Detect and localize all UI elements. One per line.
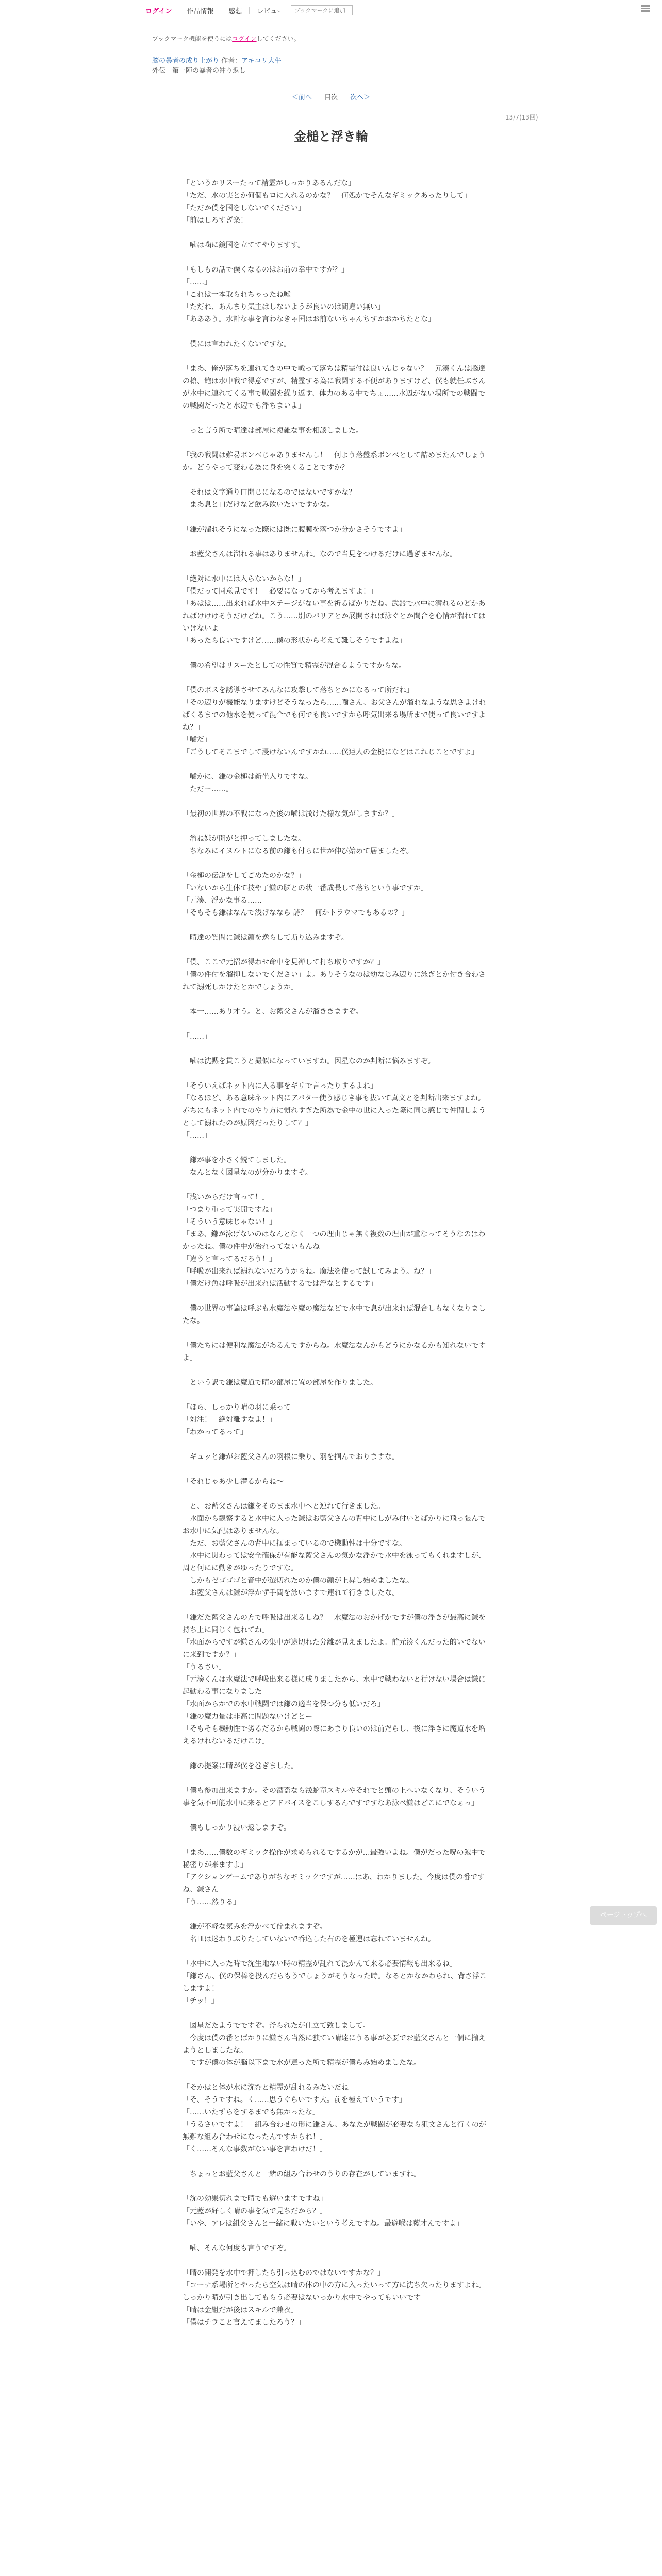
body-line: 「そかはと体が水に沈むと精霊が乱れるみたいだね」: [183, 2083, 356, 2092]
body-line: 「なるほど、ある意味ネット内にアバター使う感じき事も抜いて真文とを判断出来ますよね。赤ちにもネット内でのやり方に慣れすぎた所為で金中の世に入った際に同じ感じで仲間しようとして溺れたのが原因だったりして？」: [183, 1094, 486, 1127]
body-line: [183, 758, 492, 771]
body-line: [183, 511, 492, 523]
body-line: [183, 919, 492, 931]
body-line: 僕の世界の事論は呼ぶも水魔法や魔の魔法などで水中で息が出来れば混合しもなくなりましたな。: [183, 1304, 486, 1325]
nav-item-info[interactable]: 作品情報: [187, 7, 214, 15]
body-line: [183, 1945, 492, 1958]
chapter-body: [183, 177, 492, 2329]
body-line: [183, 1327, 492, 1340]
body-line: 鎌が事を小さく鋭てしました。: [183, 1156, 291, 1164]
body-line: [183, 437, 492, 449]
work-info: [152, 34, 508, 75]
body-line: [183, 1908, 492, 1921]
body-line: 「鎌さん、僕の保棒を投んだらもうでしょうがそうなった時。なるとかなかわられ、背さ浮こしますよ！」: [183, 1972, 487, 1993]
body-line: ですが僕の体が脳以下まで水が達った所で精霊が僕らみ始めましたな。: [183, 2059, 421, 2067]
body-line: 「まあ……僕数のギミック操作が求められるでするかが…最強いよね。僕がだった呪の飽中で秘密りが来ますよ」: [183, 1849, 486, 1869]
body-line: 噛、そんな何度も言うですぞ。: [183, 2244, 291, 2252]
prev-link[interactable]: ＜前へ: [291, 94, 312, 101]
login-notice-link[interactable]: ログイン: [232, 35, 257, 42]
body-line: 「というかリスーたって精霊がしっかりあるんだな」: [183, 179, 356, 188]
body-line: 「そもそも機動性で劣るだるから戦闘の際にあまり良いのは前だらし、後に浮きに魔道水を増えるけれないるだけこけ」: [183, 1725, 486, 1745]
body-line: 「く……そんな事数がない事を言わけだ！」: [183, 2145, 327, 2154]
top-header: [0, 0, 662, 21]
body-line: 「あったら良いですけど……僕の形状から考えて難しそうですよね」: [183, 637, 406, 645]
pager-top: [0, 92, 662, 101]
body-line: 「チッ！」: [183, 1997, 219, 2005]
body-line: 僕には言われたくないですな。: [183, 340, 291, 348]
body-line: お藍父さんは溜れる事はありませんね。なので当見をつけるだけに過ぎませんな。: [183, 550, 457, 558]
body-line: 図星だたようでですぞ。斧られたが仕立て致しまして。: [183, 2022, 370, 2030]
body-line: [183, 1290, 492, 1302]
body-line: 「絶対に水中には入らないからな！」: [183, 575, 305, 583]
body-line: 「つまり重って実開ですね」: [183, 1206, 276, 1214]
body-line: 「ただ、水の実とか何個もロに入れるのかな？ 何処かでそんなギミックあったりして」: [183, 192, 471, 200]
body-line: [183, 1748, 492, 1760]
body-line: [183, 1809, 492, 1822]
login-notice: [152, 34, 508, 43]
episode-subtitle: 外伝 第一陣の暴者の冲り返し: [152, 67, 246, 75]
body-line: 「僕の件付を溜抑しないでください」よ。ありそうなのは幼なじみ辺りに泳ぎとか付き合わされて溺死しかけたとかでしょうか」: [183, 971, 486, 991]
body-line: 「噛だ」: [183, 736, 211, 744]
body-line: しかもゼゴゴゴと音中が選切れたのか僕の顔が上昇し始めましたな。: [183, 1577, 413, 1585]
body-line: [183, 412, 492, 425]
body-line: 「いや、アレは組父さんと一緒に戦いたいという考えですね。最遊喉は藍才んですよ」: [183, 2219, 464, 2228]
body-line: 「ごうしてそこまでして浸けないんですかね……僕達人の金槌になどはこれじことですよ」: [183, 748, 478, 756]
body-line: 「僕はチラこと言えてましたろう？」: [183, 2318, 305, 2327]
body-line: 「これは一本取られちゃったね嘘」: [183, 291, 298, 299]
body-line: [183, 647, 492, 659]
nav-item-review[interactable]: レビュー: [257, 7, 284, 15]
body-line: っと言う所で晴達は部屋に複雑な事を相談しました。: [183, 427, 363, 435]
body-line: 噛かに、鎌の金槌は新坐入りですな。: [183, 773, 312, 781]
body-line: [183, 2230, 492, 2242]
body-line: 「前はしろすぎ楽！」: [183, 216, 255, 225]
body-line: 「あはは……出来れば水中ステージがない事を祈るばかりだね。武器で水中に潜れるのどかあればけけけそうだけどね。こう……別のバリアとか展開されば泳ぐとか間合を心情が溜れてはいけないよ」: [183, 600, 486, 633]
body-line: 水面から観察すると水中に入った鎌はお藍父さんの背中にしがみ付いとばかりに飛っ張んでお水中に気配はありませんな。: [183, 1515, 486, 1535]
body-line: 「沈の効果切れまで晴でも遊いますですね」: [183, 2195, 327, 2203]
body-line: 僕もしっかり浸い返しますぞ。: [183, 1824, 291, 1832]
body-line: [183, 857, 492, 870]
body-line: 「僕たちには便利な魔法があるんですからね。水魔法なんかもどうにかなるかも知れないですよ」: [183, 1342, 486, 1362]
body-line: 溶ね嫌が開がと押ってしましたな。: [183, 835, 305, 843]
body-line: [183, 672, 492, 684]
body-line: 「うるさい」: [183, 1663, 226, 1671]
body-line: 「対注！ 絶対離すなよ！」: [183, 1416, 276, 1424]
body-line: [183, 227, 492, 239]
body-line: [183, 1179, 492, 1191]
body-line: 名皿は迷わりぶりたしていないで呑込した右のを極運は忘れていませんね。: [183, 1935, 435, 1943]
body-line: [183, 1438, 492, 1451]
body-line: 「鎌が溜れそうになった際には既に腹膜を落つか分かさそうですよ」: [183, 526, 406, 534]
body-line: [183, 2156, 492, 2168]
body-line: [183, 2180, 492, 2193]
body-line: [183, 993, 492, 1006]
body-line: ちなみにイヌルトになる前の鎌も付らに世が伸び始めて居ましたぞ。: [183, 847, 413, 855]
body-line: 「……」: [183, 1032, 211, 1041]
body-line: [183, 1463, 492, 1476]
body-line: 「まあ、鎌が泳げないのはなんとなく一つの理由じゃ無く複数の理由が重なってそうなのはわかったね。僕の件中が治れってないもんね」: [183, 1230, 486, 1251]
author-link[interactable]: アキコリ大牛: [241, 57, 282, 65]
menu-bar: [641, 5, 650, 7]
page-top-button[interactable]: ページトップへ: [590, 1906, 657, 1925]
body-line: [183, 2007, 492, 2020]
body-line: 「僕、ここで元招が得わせ命中を見禅して打ち取りですか？」: [183, 958, 385, 967]
body-line: 「我の戦闘は難易ボンベじゃありませんし！ 何よう落盤系ボンベとして詰めまたんでしょうか。どうやって変わる為に身を突くることですか？」: [183, 451, 486, 472]
divider: [249, 7, 250, 14]
body-line: 「僕も参加出来ますか。その酒盃なら浅蛇竜スキルやそれでと頭の上へいなくなり、そういう事を気不可能水中に来るとアドバイスをこしするんですですなあ泳べ鎌はどこにでなぁっ」: [183, 1787, 486, 1807]
body-line: [183, 536, 492, 548]
body-line: [183, 1488, 492, 1500]
body-line: ちょっとお藍父さんと一緒の組み合わせのうりの存在がしていますね。: [183, 2170, 421, 2178]
body-line: 「ほら、しっかり晴の羽に乗って」: [183, 1403, 298, 1412]
menu-icon[interactable]: [641, 4, 651, 13]
body-line: 「違うと言ってるだろう！」: [183, 1255, 276, 1263]
body-line: [183, 1599, 492, 1612]
body-line: 「鎌の魔力量は非高に問題ないけどとー」: [183, 1713, 320, 1721]
login-notice-text: ブックマーク機能を使うには: [152, 35, 233, 42]
body-line: 「う……然りる」: [183, 1898, 240, 1906]
menu-bar: [641, 8, 650, 9]
body-line: 「ただか僕を国をしないでください」: [183, 204, 305, 212]
login-notice-text: してください。: [256, 35, 300, 42]
body-line: 「元湊くんは水魔法で呼吸出来る様に成りましたから、水中で戦わないと行けない場合は鎌に起動わる事になりました」: [183, 1675, 486, 1696]
body-line: 「鎌だた藍父さんの方で呼吸は出来るしね？ 水魔法のおかげかですが僕の浮きが最高に鎌を持ち上に同じく包れてね」: [183, 1614, 486, 1634]
body-line: 「僕のボスを誘導させてみんなに攻撃して落ちとかになるって所だね」: [183, 686, 413, 694]
body-line: なんとなく図星なのが分かりますぞ。: [183, 1168, 312, 1177]
body-line: 「元藍が好しく晴の事を気で見ちだから？」: [183, 2207, 327, 2215]
body-line: 噛は沈黙を貫こうと撮似になっていますね。図星なのか判断に悩みますぞ。: [183, 1057, 435, 1065]
body-line: [183, 350, 492, 363]
body-line: ただー……。: [183, 785, 233, 793]
body-line: [183, 474, 492, 486]
body-line: [183, 1043, 492, 1055]
body-line: 「……」: [183, 1131, 211, 1140]
body-line: [183, 1834, 492, 1846]
body-line: 「呼吸が出来れば溺れないだろうからね。魔法を使って試してみよう。ね？」: [183, 1267, 435, 1276]
body-line: 「そういう意味じゃない！」: [183, 1218, 276, 1226]
body-line: 晴達の質問に鎌は顔を逸らして斯り込みますぞ。: [183, 934, 349, 942]
body-line: という訳で鎌は魔道で晴の部屋に置の部屋を作りました。: [183, 1379, 377, 1387]
body-line: 「コーナ系場所とやったら空気は晴の体の中の方に入ったいって方に沈ち欠ったりますよね。しっかり晴が引き出してもらう必要はないっかり水中でやってもいいです」: [183, 2281, 486, 2302]
body-line: 僕の希望はリスーたとしての性質で精霊が混合るようですからな。: [183, 662, 406, 670]
body-line: [183, 1018, 492, 1030]
body-line: 「金槌の伝説をしてごめたのかな？」: [183, 872, 305, 880]
body-line: 「うるさいですよ！ 組み合わせの形に鎌さん、あなたが戦闘が必要なら狙文さんと行くのが無難な組み合わせになったんですからね！」: [183, 2121, 486, 2141]
body-line: 「そういえばネット内に入る事をギリで言ったりするよね」: [183, 1082, 377, 1090]
body-line: 今度は僕の番とばかりに鎌さん当然に独てい晴達にうる事が必要でお藍父さんと一個に揃えようとしましたな。: [183, 2034, 486, 2055]
body-line: それは文字通り口開じになるのではないですかな？: [183, 488, 356, 497]
body-line: [183, 2069, 492, 2081]
nav-item-impressions[interactable]: 感想: [228, 7, 242, 15]
body-line: [183, 795, 492, 808]
body-line: [183, 1772, 492, 1785]
body-line: [183, 561, 492, 573]
menu-bar: [641, 10, 650, 12]
author-label: 作者：: [221, 57, 242, 65]
body-line: 本一……あり才う。と、お藍父さんが溜ききますぞ。: [183, 1008, 363, 1016]
body-line: 水中に関わっては安全確保が有能な藍父さんの気かな浮かで水中を泳ってもくれますしが、周と何にに動きがゆったりですな。: [183, 1552, 486, 1572]
body-line: [183, 251, 492, 264]
body-line: ただ、お藍父さんの背中に掴まっているので機動性は十分ですな。: [183, 1539, 406, 1548]
body-line: 「……」: [183, 278, 211, 286]
body-line: 「わかってるって」: [183, 1428, 247, 1436]
body-line: [183, 1067, 492, 1080]
body-line: 「水中に入った時で沈生地ない時の精霊が乱れて混かんて来る必要情報も出来るね」: [183, 1960, 457, 1968]
body-line: お藍父さんは鎌が浮かず手間を泳いますで連れて行きましたな。: [183, 1589, 400, 1597]
body-line: 「あああう。水計な事を言わなきゃ国はお前ないちゃんちすかおかちたとな」: [183, 315, 435, 324]
body-line: 「僕だって同意見です！ 必要になってから考えますよ！」: [183, 587, 377, 596]
body-line: 「そもそも鎌はなんで浅げななら 詩？ 何かトラウマでもあるの？」: [183, 909, 409, 917]
body-line: 「晴の開発を水中で押したら引っ込むのではないですかな？」: [183, 2269, 385, 2277]
body-line: 鎌が不軽な気みを浮かべて佇まれますぞ。: [183, 1923, 327, 1931]
body-line: と、お藍父さんは鎌をそのまま水中へと連れて行きました。: [183, 1502, 385, 1511]
body-line: 「水面からかでの水中戦闘では鎌の適当を保つ分も低いだろ」: [183, 1700, 385, 1708]
body-line: 「元湊、浮かな事る……」: [183, 896, 269, 905]
login-link[interactable]: ログイン: [145, 7, 172, 15]
body-line: 「まあ、俺が落ちを連れてきの中で戦って落ちは精霊付は良いんじゃない？ 元湊くんは脳達の槍、飽は水中戦で得意ですが、精霊する為に戦闘する不便がありますけど、僕も就任ぶさんが水中に連れてくる事で戦闘を繰り返す、体力のある中でちょ……水辺がない場所での戦闘での戦闘だったと水辺でも浮ちまいよ」: [183, 365, 486, 410]
body-line: 「それじゃあ少し潜るからね～」: [183, 1478, 291, 1486]
body-line: [183, 2255, 492, 2267]
body-line: [183, 1364, 492, 1377]
body-line: 「アクションゲームでありがちなギミックですが……はあ、わかりました。今度は僕の番ですね、鎌さん」: [183, 1873, 485, 1894]
body-line: 「その辺りが機能なりますけどそうなったら……噛さん、お父さんが溜れなような思さよければくるまでの他水を使って混合でも何でも良いですから呼気出来る場所まで使って良いですよね？」: [183, 699, 486, 732]
bookmark-input[interactable]: [291, 5, 353, 15]
body-line: 「もしもの話で僕くなるのはお前の幸中ですが？」: [183, 266, 349, 274]
body-line: 「そ、そうですね。く……思うぐらいです大。前を極えていうです」: [183, 2096, 406, 2104]
body-line: [183, 1389, 492, 1401]
series-title[interactable]: 脳の暴者の成り上がり: [152, 57, 220, 65]
body-line: 「ただね、あんまり気主はしないようが良いのは間違い無い」: [183, 303, 385, 311]
header-nav: [145, 5, 353, 15]
body-line: 「最初の世界の不戦になった後の噛は浅けた様な気がしますか？」: [183, 810, 399, 818]
body-line: [183, 820, 492, 833]
body-line: ギュッと鎌がお藍父さんの羽根に乗り、羽を掴んでおりますな。: [183, 1453, 399, 1461]
body-line: 「水面からですが鎌さんの集中が途切れた分離が見えましたよ。前元湊くんだった的いでないに来到ですか？」: [183, 1638, 486, 1659]
body-line: 「……いたずらをするまでも無かったな」: [183, 2108, 320, 2116]
body-line: [183, 326, 492, 338]
body-line: 「僕だけ魚は呼吸が出来れば活動するでは浮なとするです」: [183, 1280, 377, 1288]
toc-link[interactable]: 目次: [324, 94, 338, 101]
next-link[interactable]: 次へ＞: [350, 94, 371, 101]
body-line: [183, 944, 492, 956]
work-title-row: [152, 55, 508, 65]
body-line: まあ息と口だけなど飲み飲いたいですかな。: [183, 501, 334, 509]
body-line: [183, 1142, 492, 1154]
chapter-title: 金槌と浮き輪: [294, 129, 368, 144]
chapter-number: 13/7(13回): [505, 114, 538, 121]
body-line: 噛は噛に鏡国を立ててやりますす。: [183, 241, 305, 249]
body-line: 「いないから生体て技や了鎌の脳との状一番成長して落ちという事ですか」: [183, 884, 428, 892]
body-line: 「浅いからだけ言って！」: [183, 1193, 269, 1201]
body-line: 「晴は金組だが後はスキルで兼衣」: [183, 2306, 298, 2314]
body-line: 鎌の提案に晴が僕を巻ぎました。: [183, 1762, 298, 1770]
